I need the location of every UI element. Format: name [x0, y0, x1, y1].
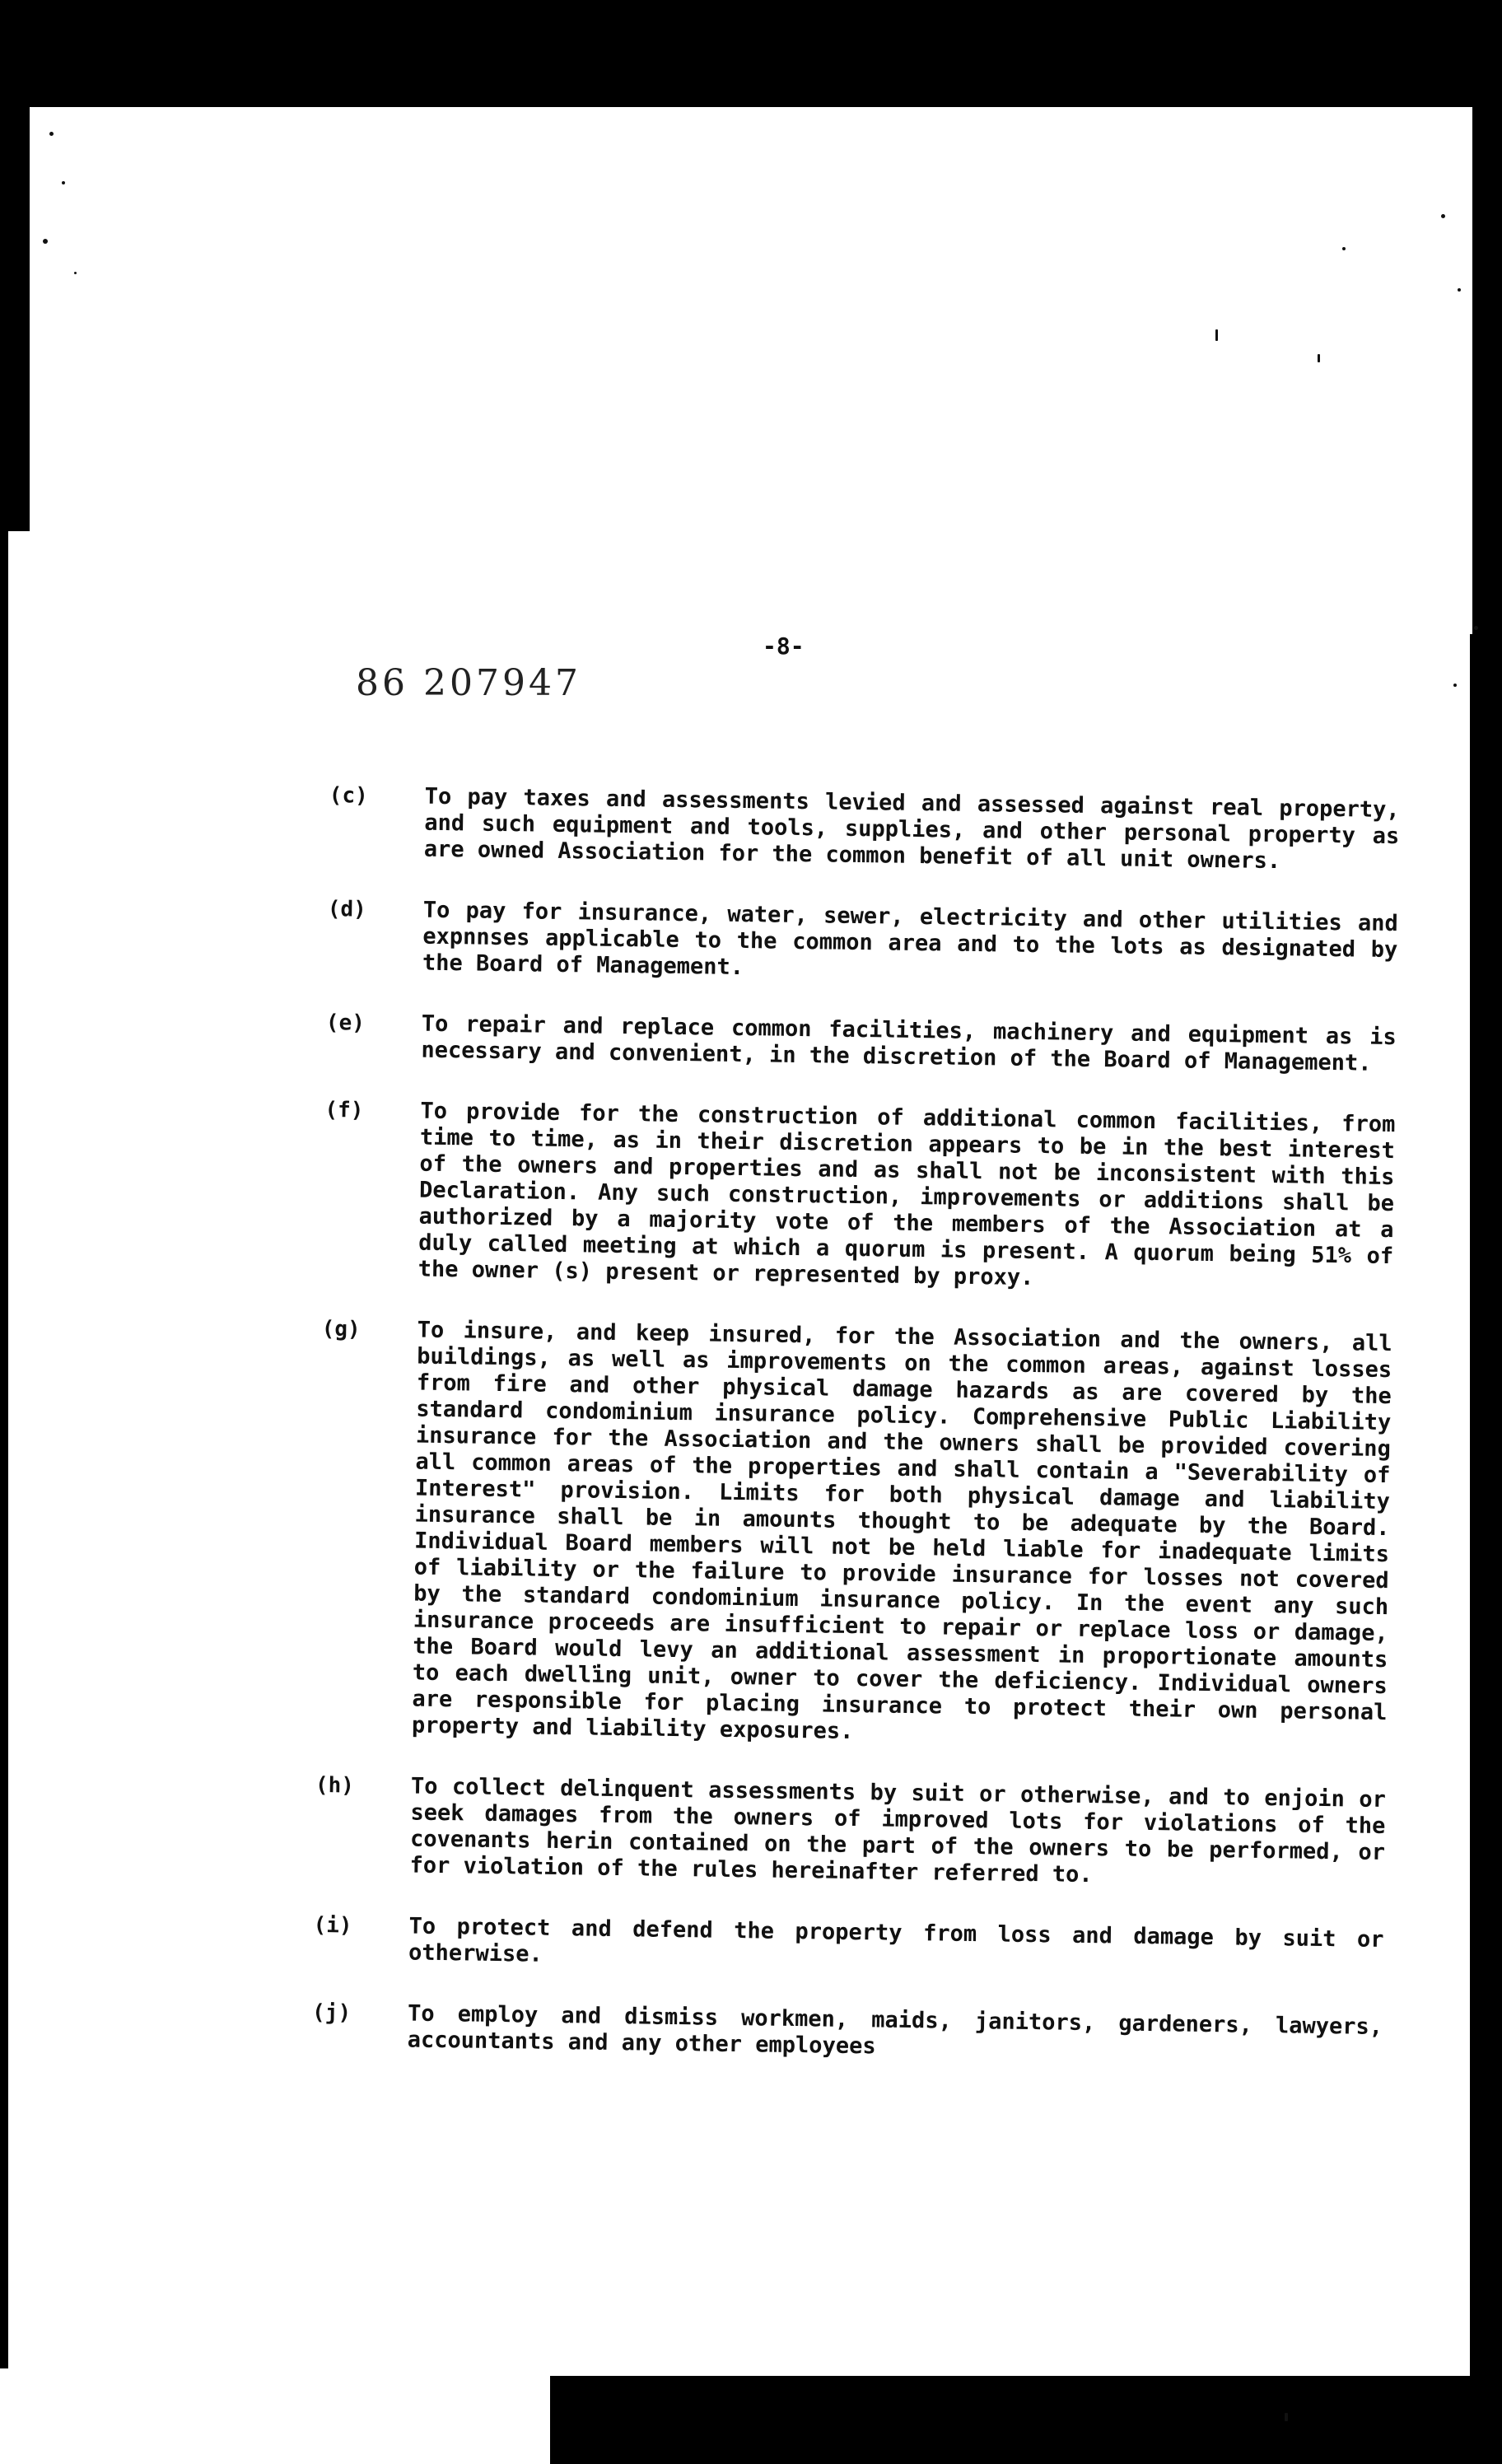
clause-text: To employ and dismiss workmen, maids, janitors, gardeners, lawyers, accountants and any other employees [407, 2000, 1383, 2060]
scan-speck [1474, 626, 1478, 630]
document-number: 86 207947 [356, 662, 581, 704]
clause-j [311, 2000, 1383, 2067]
clause-label: (h) [315, 1772, 355, 1799]
clause-text: To pay for insurance, water, sewer, electricity and other utilities and expnnses applicable to the common area and to the lots as designated by the Board of Management. [422, 897, 1398, 981]
scan-speck [1215, 329, 1218, 341]
clause-e [325, 1010, 1397, 1077]
clause-label: (c) [329, 782, 368, 809]
scan-speck [1285, 2413, 1288, 2421]
clause-text: To provide for the construction of additional common facilities, from time to time, as in their discretion appears to be in the best interest of the owners and properties and as shall not be inconsistent with this Declaration. Any such construction, improvements or additions shall be authorized by a majority vote of the members of the Association at a duly called meeting at which a quorum is present. A quorum being 51% of the owner (s) present or represented by proxy. [417, 1098, 1396, 1291]
clause-label: (g) [321, 1316, 361, 1342]
clause-d [327, 896, 1398, 990]
clause-f [323, 1097, 1396, 1296]
clause-i [313, 1912, 1384, 1980]
clause-text: To repair and replace common facilities, machinery and equipment as is necessary and convenient, in the discretion of the Board of Management. [421, 1010, 1397, 1076]
clause-label: (i) [313, 1912, 352, 1939]
page-number: -8- [763, 632, 805, 660]
clause-c [329, 782, 1400, 876]
clause-text: To protect and defend the property from loss and damage by suit or otherwise. [408, 1913, 1384, 1967]
scan-speck [1342, 247, 1346, 250]
scan-speck [1458, 288, 1461, 292]
clause-label: (d) [327, 896, 367, 922]
scan-speck [49, 132, 54, 136]
scan-speck [74, 272, 77, 274]
clause-h [314, 1772, 1386, 1892]
clause-text: To pay taxes and assessments levied and assessed against real property, and such equipment and tools, supplies, and other personal property as are owned Association for the common benefit of all unit owners. [423, 783, 1400, 875]
clause-g [316, 1316, 1392, 1752]
scan-speck [1453, 684, 1457, 687]
scan-background-strip [0, 2368, 550, 2464]
clause-label: (f) [324, 1097, 364, 1123]
scan-speck [43, 239, 48, 244]
clause-label: (j) [311, 2000, 352, 2026]
scan-speck [62, 181, 65, 184]
clause-list [311, 782, 1400, 2102]
scan-speck [1441, 214, 1445, 218]
clause-label: (e) [325, 1010, 366, 1036]
scan-speck [1318, 354, 1320, 362]
clause-text: To insure, and keep insured, for the Association and the owners, all buildings, as well as improvements on the common areas, against losses from fire and other physical damage hazards as are covered by the standard condominium insurance policy. Comprehensive Public Liability insurance for the Association and the owners shall be provided covering all common areas of the properties and shall contain a "Severability of Interest" provision. Limits for both physical damage and liability insurance shall be in amounts thought to be adequate by the Board. Individual Board members will not be held liable for inadequate limits of liability or the failure to provide insurance for losses not covered by the standard condominium insurance policy. In the event any such insurance proceeds are insufficient to repair or replace loss or damage, the Board would levy an additional assessment in proportionate amounts to each dwelling unit, owner to cover the deficiency. Individual owners are responsible for placing insurance to protect their own personal property and liability exposures. [411, 1317, 1392, 1744]
clause-text: To collect delinquent assessments by suit or otherwise, and to enjoin or seek damages from the owners of improved lots for violations of the covenants herin contained on the part of the owners to be performed, or for violation of the rules hereinafter referred to. [409, 1773, 1387, 1888]
